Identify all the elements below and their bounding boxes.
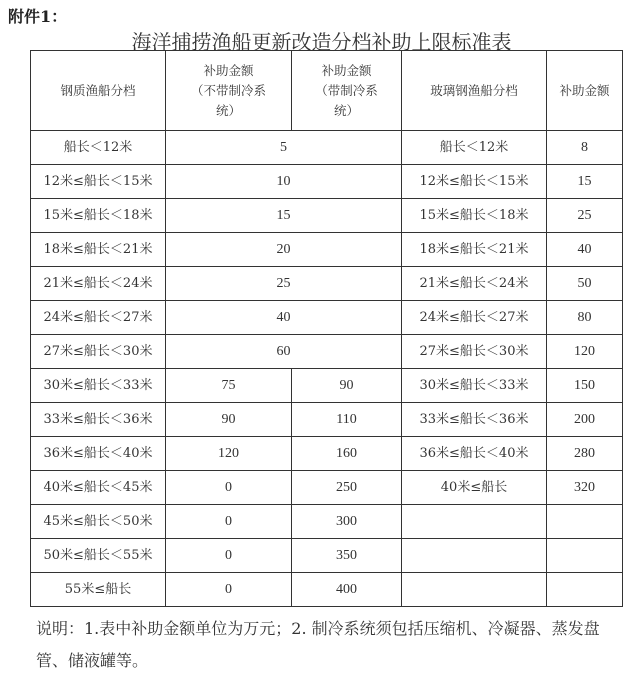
- fiberglass-amount-cell: 15: [547, 165, 623, 199]
- table-row: [31, 199, 623, 233]
- table-row: [31, 131, 623, 165]
- header-refrig-line2: （带制冷系: [315, 82, 378, 98]
- refrig-amount-cell: 350: [292, 539, 402, 573]
- steel-class-cell: 12米≤船长＜15米: [31, 165, 166, 199]
- fiberglass-class-cell: 27米≤船长＜30米: [402, 335, 547, 369]
- steel-class-cell: 船长＜12米: [31, 131, 166, 165]
- table-row: [31, 335, 623, 369]
- merged-amount-cell: 25: [166, 267, 402, 301]
- steel-class-cell: 30米≤船长＜33米: [31, 369, 166, 403]
- header-refrig-line3: 统）: [333, 102, 359, 118]
- steel-class-cell: 45米≤船长＜50米: [31, 505, 166, 539]
- fiberglass-amount-cell: 40: [547, 233, 623, 267]
- page-title: 海洋捕捞渔船更新改造分档补助上限标准表: [131, 30, 512, 54]
- refrig-amount-cell: 90: [292, 369, 402, 403]
- header-fiberglass-class: 玻璃钢渔船分档: [402, 51, 547, 131]
- table-row: [31, 233, 623, 267]
- refrig-amount-cell: 300: [292, 505, 402, 539]
- footnote: 说明：1.表中补助金额单位为万元；2. 制冷系统须包括压缩机、冷凝器、蒸发盘管、储液罐等。: [36, 619, 600, 670]
- table-header-row: [31, 51, 623, 131]
- fiberglass-amount-cell: 120: [547, 335, 623, 369]
- steel-class-cell: 36米≤船长＜40米: [31, 437, 166, 471]
- merged-amount-cell: 20: [166, 233, 402, 267]
- fiberglass-class-cell: 36米≤船长＜40米: [402, 437, 547, 471]
- header-no-refrig-line2: （不带制冷系: [190, 82, 266, 98]
- fiberglass-class-cell: [402, 539, 547, 573]
- header-refrig-amount: [292, 51, 402, 131]
- fiberglass-class-cell: [402, 505, 547, 539]
- no-refrig-amount-cell: 90: [166, 403, 292, 437]
- no-refrig-amount-cell: 120: [166, 437, 292, 471]
- fiberglass-class-cell: 15米≤船长＜18米: [402, 199, 547, 233]
- refrig-amount-cell: 110: [292, 403, 402, 437]
- fiberglass-amount-cell: 25: [547, 199, 623, 233]
- table-row: [31, 267, 623, 301]
- table-row: [31, 437, 623, 471]
- no-refrig-amount-cell: 0: [166, 539, 292, 573]
- header-fiberglass-amount: 补助金额: [547, 51, 623, 131]
- no-refrig-amount-cell: 0: [166, 471, 292, 505]
- fiberglass-amount-cell: 8: [547, 131, 623, 165]
- header-no-refrig-amount: [166, 51, 292, 131]
- refrig-amount-cell: 160: [292, 437, 402, 471]
- subsidy-table: [30, 50, 623, 607]
- fiberglass-amount-cell: 200: [547, 403, 623, 437]
- steel-class-cell: 24米≤船长＜27米: [31, 301, 166, 335]
- table-row: [31, 471, 623, 505]
- fiberglass-class-cell: 33米≤船长＜36米: [402, 403, 547, 437]
- no-refrig-amount-cell: 75: [166, 369, 292, 403]
- fiberglass-class-cell: 30米≤船长＜33米: [402, 369, 547, 403]
- fiberglass-class-cell: 12米≤船长＜15米: [402, 165, 547, 199]
- fiberglass-class-cell: 18米≤船长＜21米: [402, 233, 547, 267]
- table-row: [31, 369, 623, 403]
- fiberglass-class-cell: 船长＜12米: [402, 131, 547, 165]
- fiberglass-class-cell: [402, 573, 547, 607]
- table-row: [31, 403, 623, 437]
- steel-class-cell: 21米≤船长＜24米: [31, 267, 166, 301]
- fiberglass-amount-cell: 150: [547, 369, 623, 403]
- fiberglass-class-cell: 24米≤船长＜27米: [402, 301, 547, 335]
- steel-class-cell: 18米≤船长＜21米: [31, 233, 166, 267]
- merged-amount-cell: 5: [166, 131, 402, 165]
- attachment-label: 附件1：: [8, 7, 68, 26]
- fiberglass-class-cell: 21米≤船长＜24米: [402, 267, 547, 301]
- steel-class-cell: 33米≤船长＜36米: [31, 403, 166, 437]
- merged-amount-cell: 60: [166, 335, 402, 369]
- table-row: [31, 573, 623, 607]
- header-no-refrig-line1: 补助金额: [203, 62, 254, 78]
- fiberglass-amount-cell: [547, 573, 623, 607]
- steel-class-cell: 15米≤船长＜18米: [31, 199, 166, 233]
- table-row: [31, 505, 623, 539]
- merged-amount-cell: 10: [166, 165, 402, 199]
- fiberglass-class-cell: 40米≤船长: [402, 471, 547, 505]
- refrig-amount-cell: 250: [292, 471, 402, 505]
- fiberglass-amount-cell: 320: [547, 471, 623, 505]
- steel-class-cell: 27米≤船长＜30米: [31, 335, 166, 369]
- refrig-amount-cell: 400: [292, 573, 402, 607]
- no-refrig-amount-cell: 0: [166, 505, 292, 539]
- fiberglass-amount-cell: [547, 539, 623, 573]
- steel-class-cell: 50米≤船长＜55米: [31, 539, 166, 573]
- fiberglass-amount-cell: 280: [547, 437, 623, 471]
- merged-amount-cell: 40: [166, 301, 402, 335]
- no-refrig-amount-cell: 0: [166, 573, 292, 607]
- merged-amount-cell: 15: [166, 199, 402, 233]
- steel-class-cell: 55米≤船长: [31, 573, 166, 607]
- header-steel-class: 钢质渔船分档: [31, 51, 166, 131]
- table-row: [31, 539, 623, 573]
- fiberglass-amount-cell: [547, 505, 623, 539]
- fiberglass-amount-cell: 80: [547, 301, 623, 335]
- table-row: [31, 301, 623, 335]
- header-no-refrig-line3: 统）: [215, 102, 241, 118]
- header-refrig-line1: 补助金额: [321, 62, 372, 78]
- fiberglass-amount-cell: 50: [547, 267, 623, 301]
- steel-class-cell: 40米≤船长＜45米: [31, 471, 166, 505]
- table-row: [31, 165, 623, 199]
